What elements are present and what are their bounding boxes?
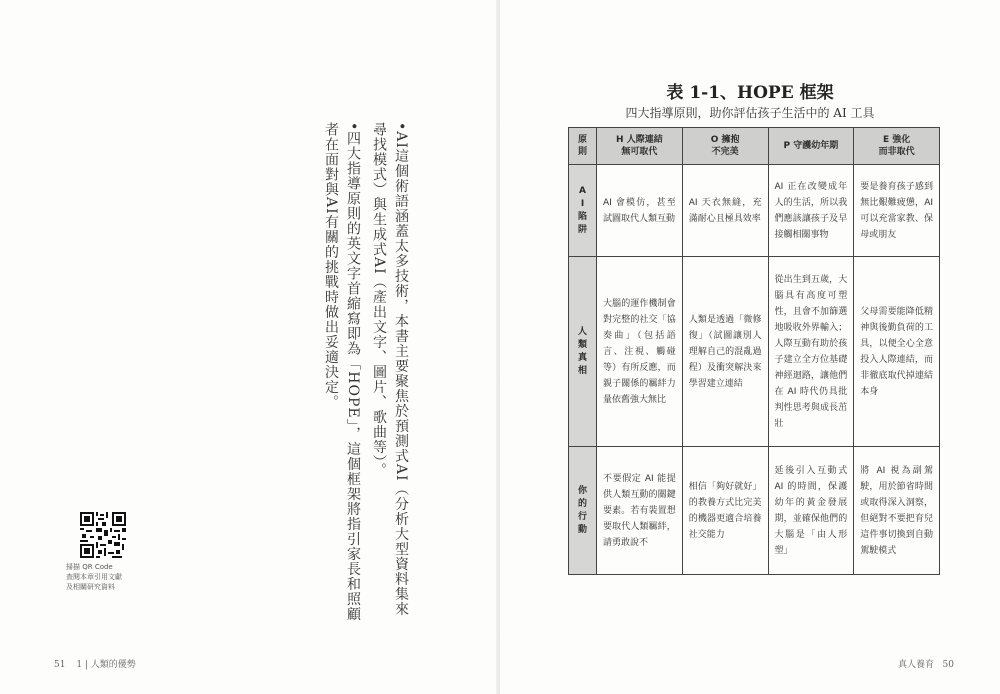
table-cell: 不要假定 AI 能提供人類互動的關鍵要素。若有裝置想要取代人類羈絆，請勇敢說不 [597, 447, 683, 575]
section-name: 真人養育 [897, 660, 934, 670]
table-cell: 相信「夠好就好」的教養方式比完美的機器更適合培養社交能力 [682, 447, 768, 575]
folio-right [898, 657, 954, 670]
header-principle: 原則 [569, 128, 597, 165]
table-cell: 從出生到五歲，大腦具有高度可塑性，且會不加篩選地吸收外界輸入；人際互動有助於孩子建立全方位基礎神經迴路，讓他們在 AI 時代仍具批判性思考與成長茁壯 [768, 257, 854, 447]
header-o: O 擁抱 不完美 [682, 128, 768, 165]
table-cell: 大腦的運作機制會對完整的社交「協奏曲」（包括語言、注視、觸碰等）有所反應，而親子關係的羈絆力量依舊強大無比 [597, 257, 683, 447]
page-number: 50 [942, 660, 954, 670]
row-header-human-truth: 人類真相 [569, 257, 597, 447]
table-cell: 父母需要能降低精神與後勤負荷的工具，以便全心全意投入人際連結，而非徹底取代掉連結本身 [854, 257, 940, 447]
folio-left [54, 657, 136, 670]
qr-caption-line: 掃描 QR Code [66, 563, 113, 571]
hope-framework-table [568, 127, 940, 575]
table-cell: AI 正在改變成年人的生活，所以我們應該讓孩子及早接觸相關事物 [768, 165, 854, 257]
table-row [569, 165, 940, 257]
table-subtitle: 四大指導原則，助你評估孩子生活中的 AI 工具 [625, 106, 875, 120]
table-row [569, 447, 940, 575]
row-header-ai-trap: AI陷阱 [569, 165, 597, 257]
table-cell: 要是養育孩子感到無比艱難疲憊，AI 可以充當家教、保母或朋友 [854, 165, 940, 257]
table-cell: AI 天衣無縫，充滿耐心且極具效率 [682, 165, 768, 257]
page-number: 51 [54, 660, 66, 670]
bullet-ai-term: •AI這個術語涵蓋太多技術，本書主要聚焦於預測式AI（分析大型資料集來尋找模式）與生成式AI（產出文字、圖片、歌曲等）。 [371, 122, 409, 617]
table-row [569, 257, 940, 447]
qr-caption-line: 查閱本章引用文獻 [66, 573, 122, 581]
header-e: E 強化 而非取代 [854, 128, 940, 165]
table-title: 表 1-1、HOPE 框架 [666, 83, 834, 103]
bullet-hope-acronym: •四大指導原則的英文字首縮寫即為「HOPE」，這個框架將指引家長和照顧者在面對與AI有關的挑戰時做出妥適決定。 [323, 122, 361, 622]
table-header-row [569, 128, 940, 165]
body-text-vertical [316, 122, 412, 622]
header-p: P 守護幼年期 [768, 128, 854, 165]
qr-caption [66, 562, 156, 592]
right-page [500, 0, 1000, 694]
chapter-name: 1 | 人類的優勢 [76, 660, 136, 670]
header-h: H 人際連結 無可取代 [597, 128, 683, 165]
table-cell: 延後引入互動式 AI 的時間，保護幼年的黃金發展期，並確保他們的大腦是「由人形塑」 [768, 447, 854, 575]
row-header-your-action: 你的行動 [569, 447, 597, 575]
qr-code[interactable] [80, 512, 126, 558]
table-cell: AI 會模仿，甚至試圖取代人類互動 [597, 165, 683, 257]
qr-caption-line: 及相關研究資料 [66, 583, 115, 591]
table-cell: 將 AI 視為副駕駛，用於節省時間或取得深入洞察，但絕對不要把育兒這件事切換到自動駕駛模式 [854, 447, 940, 575]
table-cell: 人類是透過「微修復」（試圖讓別人理解自己的混亂過程）及衝突解決來學習建立連結 [682, 257, 768, 447]
